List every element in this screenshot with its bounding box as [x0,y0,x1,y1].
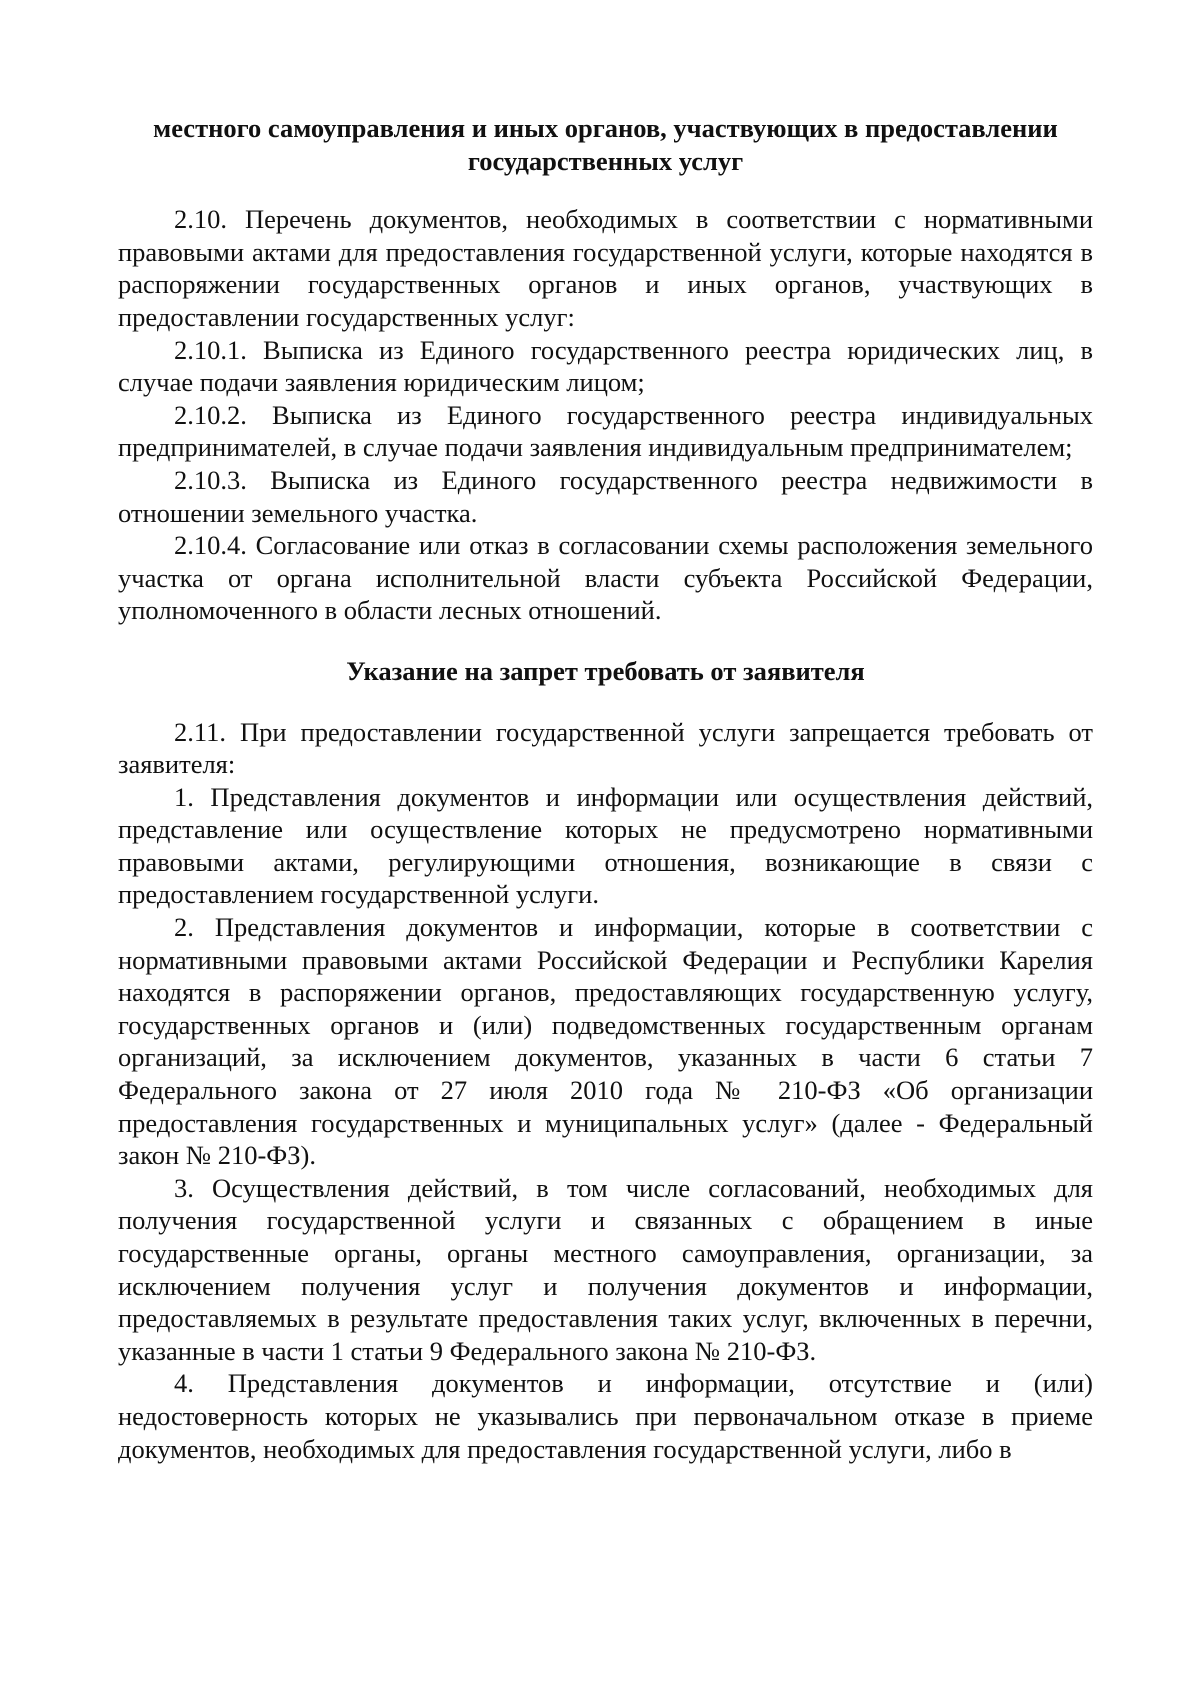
paragraph: 1. Представления документов и информации или осуществления действий, представление или осуществление которых не предусмотрено нормативными правовыми актами, регулирующими отношения, возникающие в связи с предоставлением государственной услуги. [118,781,1093,910]
paragraph: 2.10.3. Выписка из Единого государственного реестра недвижимости в отношении земельного участка. [118,464,1093,528]
paragraph: 2.10. Перечень документов, необходимых в соответствии с нормативными правовыми актами для предоставления государственной услуги, которые находятся в распоряжении государственных органов и иных органов, участвующих в предоставлении государственных услуг: [118,204,1093,332]
heading-section-prohibition: Указание на запрет требовать от заявителя [346,655,865,686]
paragraph: 4. Представления документов и информации, отсутствие и (или) недостоверность которых не указывались при первоначальном отказе в приеме документов, необходимых для предоставления государственной услуги, либо в [118,1368,1093,1464]
paragraph: 3. Осуществления действий, в том числе согласований, необходимых для получения государственной услуги и связанных с обращением в иные государственные органы, органы местного самоуправления, организации, за исключением получения услуг и получения документов и информации, предоставляемых в результате предоставления таких услуг, включенных в перечни, указанные в части 1 статьи 9 Федерального закона № 210-ФЗ. [118,1172,1093,1366]
paragraph: 2.10.4. Согласование или отказ в согласовании схемы расположения земельного участка от органа исполнительной власти субъекта Российской Федерации, уполномоченного в области лесных отношений. [118,530,1093,626]
paragraph: 2.10.2. Выписка из Единого государственного реестра индивидуальных предпринимателей, в случае подачи заявления индивидуальным предпринимателем; [118,399,1093,463]
paragraph: 2.11. При предоставлении государственной услуги запрещается требовать от заявителя: [118,716,1093,780]
heading-top: местного самоуправления и иных органов, участвующих в предоставлении государственных услуг [153,113,1058,176]
document-page [118,112,1093,1465]
paragraph: 2. Представления документов и информации, которые в соответствии с нормативными правовыми актами Российской Федерации и Республики Карелия находятся в распоряжении органов, предоставляющих государственную услугу, государственных органов и (или) подведомственных государственным органам организаций, за исключением документов, указанных в части 6 статьи 7 Федерального закона от 27 июля 2010 года № 210-ФЗ «Об организации предоставления государственных и муниципальных услуг» (далее - Федеральный закон № 210-ФЗ). [118,912,1093,1171]
paragraph: 2.10.1. Выписка из Единого государственного реестра юридических лиц, в случае подачи заявления юридическим лицом; [118,334,1093,398]
section-prohibition [118,716,1093,1466]
section-documents-list [118,203,1093,627]
